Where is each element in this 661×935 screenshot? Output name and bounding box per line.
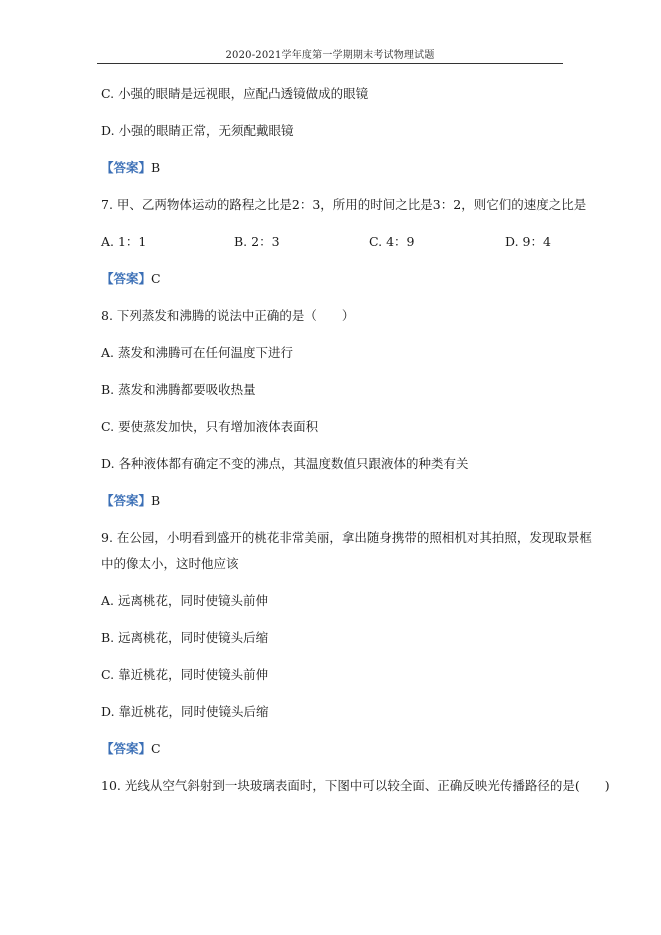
q8-option-c: C. 要使蒸发加快，只有增加液体表面积 xyxy=(101,419,319,434)
q7-option-a: A. 1：1 xyxy=(101,234,147,249)
answer-tag: 【答案】 xyxy=(101,741,152,756)
answer-value: C xyxy=(151,271,161,286)
q9-stem-line1: 9. 在公园，小明看到盛开的桃花非常美丽，拿出随身携带的照相机对其拍照，发现取景框 xyxy=(101,530,592,545)
q8-answer xyxy=(101,493,160,509)
q9-option-d: D. 靠近桃花，同时使镜头后缩 xyxy=(101,704,269,719)
q7-stem: 7. 甲、乙两物体运动的路程之比是2：3，所用的时间之比是3：2，则它们的速度之比是 xyxy=(101,197,587,212)
q8-option-b: B. 蒸发和沸腾都要吸收热量 xyxy=(101,382,256,397)
q9-option-c: C. 靠近桃花，同时使镜头前伸 xyxy=(101,667,269,682)
q10-stem: 10. 光线从空气斜射到一块玻璃表面时，下图中可以较全面、正确反映光传播路径的是( ) xyxy=(101,778,610,793)
q7-option-b: B. 2：3 xyxy=(234,234,280,249)
q9-option-b: B. 远离桃花，同时使镜头后缩 xyxy=(101,630,269,645)
q7-option-c: C. 4：9 xyxy=(369,234,415,249)
page-header-title: 2020-2021学年度第一学期期末考试物理试题 xyxy=(225,50,435,61)
q6-option-c: C. 小强的眼睛是远视眼，应配凸透镜做成的眼镜 xyxy=(101,86,369,101)
q8-stem: 8. 下列蒸发和沸腾的说法中正确的是（ ） xyxy=(101,308,355,323)
q9-answer xyxy=(101,741,161,757)
answer-tag: 【答案】 xyxy=(101,493,152,508)
answer-value: B xyxy=(151,160,161,175)
q8-option-a: A. 蒸发和沸腾可在任何温度下进行 xyxy=(101,345,293,360)
q7-answer xyxy=(101,271,161,287)
answer-value: B xyxy=(151,493,161,508)
q6-answer xyxy=(101,160,160,176)
q6-option-d: D. 小强的眼睛正常，无须配戴眼镜 xyxy=(101,123,294,138)
answer-tag: 【答案】 xyxy=(101,271,152,286)
q9-stem-line2: 中的像太小，这时他应该 xyxy=(101,556,239,571)
q8-option-d: D. 各种液体都有确定不变的沸点，其温度数值只跟液体的种类有关 xyxy=(101,456,469,471)
header-divider xyxy=(97,63,563,64)
q9-option-a: A. 远离桃花，同时使镜头前伸 xyxy=(101,593,268,608)
answer-tag: 【答案】 xyxy=(101,160,152,175)
answer-value: C xyxy=(151,741,161,756)
q7-option-d: D. 9：4 xyxy=(505,234,551,249)
